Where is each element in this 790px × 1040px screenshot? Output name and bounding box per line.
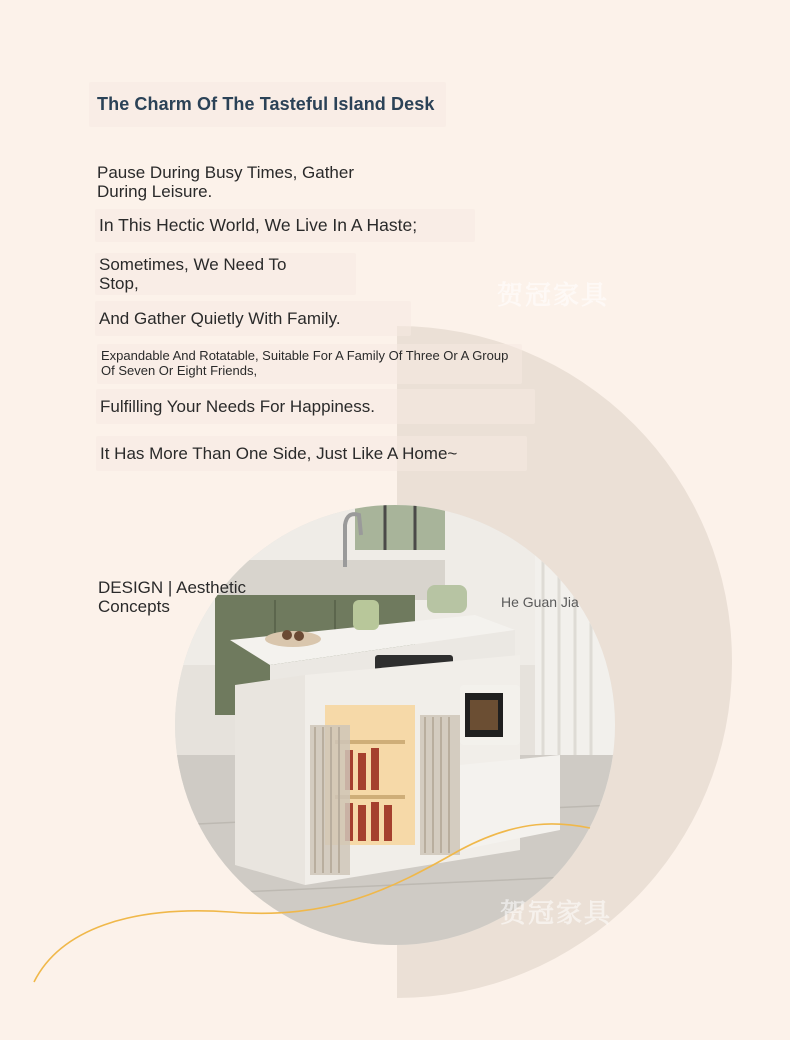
intro-line: Pause During Busy Times, Gather During Leisure.: [97, 163, 355, 201]
body-line-expandable: Expandable And Rotatable, Suitable For A Family Of Three Or A Group Of Seven Or Eight Friends,: [97, 344, 522, 384]
body-line-need-to-stop: Sometimes, We Need To Stop,: [95, 253, 356, 295]
body-line-happiness: Fulfilling Your Needs For Happiness.: [96, 389, 535, 424]
brand-name: He Guan Jia: [501, 594, 579, 610]
body-line-hectic-world: In This Hectic World, We Live In A Haste;: [95, 209, 475, 242]
brand-watermark: 贺冠家具: [497, 280, 610, 310]
page-title: The Charm Of The Tasteful Island Desk: [89, 82, 446, 127]
brand-watermark-bottom: 贺冠家具: [500, 898, 613, 928]
body-line-more-than-one-side: It Has More Than One Side, Just Like A Home~: [96, 436, 527, 471]
design-caption: DESIGN | Aesthetic Concepts: [98, 578, 247, 616]
body-line-gather-family: And Gather Quietly With Family.: [95, 301, 411, 336]
